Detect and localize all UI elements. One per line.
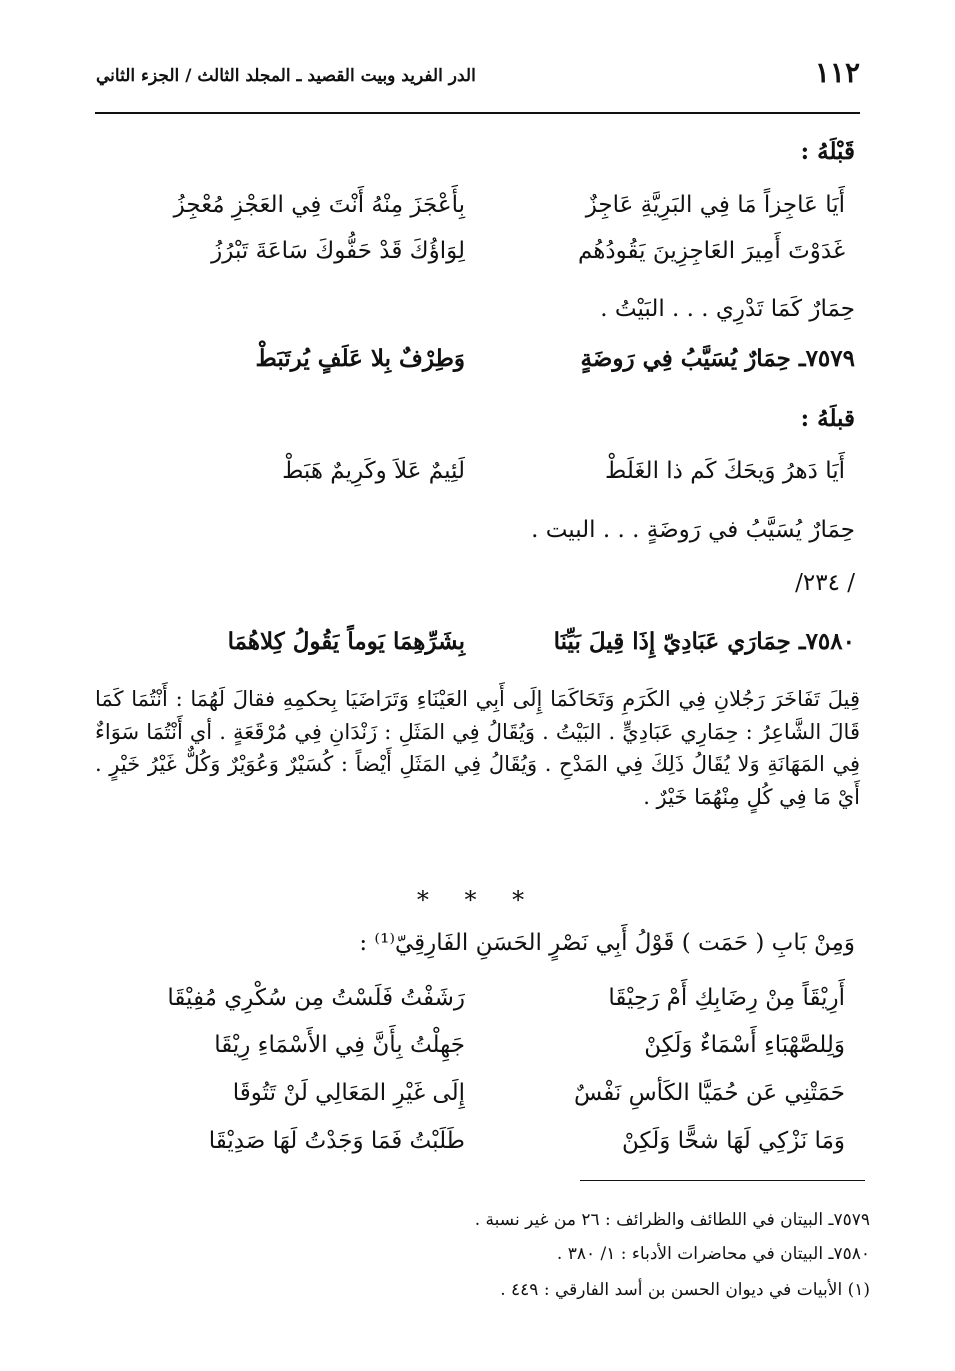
hemistich-second: رَشَفْتُ فَلَسْتُ مِن سُكْرِي مُفِيْقَا — [167, 985, 465, 1011]
running-title: الدر الفريد وبيت القصيد ـ المجلد الثالث / الجزء الثاني — [96, 66, 476, 86]
hemistich-second: وَطِرْفٌ بِلا عَلَفٍ يُرتَبَطْ — [255, 345, 465, 372]
qablahu-label: قَبْلَهُ : — [800, 138, 855, 165]
poem-verse — [95, 985, 855, 1019]
footnote: ٧٥٧٩ـ البيتان في اللطائف والظرائف : ٢٦ من غير نسبة . — [474, 1210, 870, 1230]
hemistich-first: ٧٥٧٩ـ حِمَارٌ يُسَيَّبُ فِي رَوضَةٍ — [580, 345, 855, 372]
hemistich-second: إِلَى غَيْرِ المَعَالِي لَنْ تَتُوقَا — [232, 1080, 465, 1106]
qablahu-label: قبلَهُ : — [800, 405, 855, 432]
hemistich-second: جَهِلْتُ بِأَنَّ فِي الأَسْمَاءِ رِيْقَا — [214, 1032, 465, 1058]
hemistich-first: ٧٥٨٠ـ حِمَارَي عَبَادِيّ إِذَا قِيلَ بَيِّنَا — [553, 628, 855, 655]
hemistich-first: وَمَا نَزْكِي لَهَا شحًّا وَلَكِنْ — [622, 1128, 845, 1154]
hemistich-first: أَيَا عَاجِزاً مَا فِي البَرِيَّةِ عَاجِزٌ — [585, 192, 845, 218]
verse-line — [95, 458, 855, 492]
verse-reference: حِمَارٌ يُسَيَّبُ في رَوضَةٍ . . . البيت . — [531, 517, 855, 543]
footnote-rule — [580, 1180, 865, 1181]
verse-reference: حِمَارٌ كَمَا تَدْرِي . . . البَيْتُ . — [600, 296, 855, 322]
poem-verse — [95, 1032, 855, 1066]
entry-7579-verse — [95, 345, 855, 379]
entry-7580-verse — [95, 628, 855, 662]
section-separator: * * * — [416, 886, 539, 914]
poem-intro: وَمِنْ بَابِ ( حَمَت ) قَوْلُ أَبِي نَصْرٍ الحَسَنِ الفَارِقِيّ⁽¹⁾ : — [359, 930, 855, 956]
hemistich-first: أَرِيْقَاً مِنْ رِضَابِكِ أَمْ رَحِيْقَا — [608, 985, 845, 1011]
hemistich-first: وَلِلصَّهْبَاءِ أَسْمَاءٌ وَلَكِنْ — [644, 1032, 845, 1058]
header-rule — [95, 112, 860, 114]
hemistich-first: حَمَتْنِي عَن حُمَيَّا الكَأسِ نَفْسٌ — [573, 1080, 845, 1106]
hemistich-second: طَلَبْتُ فَمَا وَجَدْتُ لَهَا صَدِيْقَا — [208, 1128, 465, 1154]
hemistich-second: بِأَعْجَزَ مِنْهُ أَنْتَ فِي العَجْزِ مُعْجِزُ — [173, 192, 465, 218]
footnote: ٧٥٨٠ـ البيتان في محاضرات الأدباء : ١/ ٣٨٠ . — [556, 1244, 870, 1264]
poem-verse — [95, 1080, 855, 1114]
verse-line — [95, 192, 855, 226]
hemistich-first: أَيَا دَهرُ وَيحَكَ كَم ذا الغَلَطْ — [605, 458, 845, 484]
page-number: ١١٢ — [814, 56, 860, 89]
verse-line — [95, 238, 855, 272]
footnote: (١) الأبيات في ديوان الحسن بن أسد الفارقي : ٤٤٩ . — [500, 1280, 870, 1300]
hemistich-second: لِوَاؤُكَ قَدْ حَفُّوكَ سَاعَةَ تَبْرُزُ — [211, 238, 465, 264]
prose-paragraph: قِيلَ تَفَاخَرَ رَجُلانِ فِي الكَرَمِ وَتَحَاكَمَا إِلَى أَبِي العَيْنَاءِ وَتَرَاضَيَا بِحكمِهِ فقالَ لَهُمَا : أَنْتُمَا كَمَا قَالَ الشَّاعِرُ : حِمَارِي عَبَادِيٍّ . البَيْتُ . وَيُقَالُ فِي المَثَلِ : زَنْدَانِ فِي مُرْقَعَةٍ . أي أَنْتُمَا سَوَاءٌ فِي المَهَانَةِ وَلا يُقَالُ ذَلِكَ فِي المَدْحِ . وَيُقَالُ فِي المَثَلِ أَيْضاً : كُسَيْرٌ وَعُوَيْرٌ وَكُلٌّ غَيْرُ خَيْرٍ . أَيْ مَا فِي كُلٍ مِنْهُمَا خَيْرٌ . — [95, 687, 860, 809]
hemistich-second: لَئِيمٌ عَلاَ وكَرِيمٌ هَبَطْ — [282, 458, 465, 484]
poem-verse — [95, 1128, 855, 1162]
hemistich-second: بِشَرِّهِمَا يَوماً يَقُولُ كِلاهُمَا — [227, 628, 465, 655]
hemistich-first: غَدَوْتَ أَمِيرَ العَاجِزِينَ يَقُودُهُم — [577, 238, 845, 264]
page-reference: / ٢٣٤/ — [795, 570, 855, 596]
